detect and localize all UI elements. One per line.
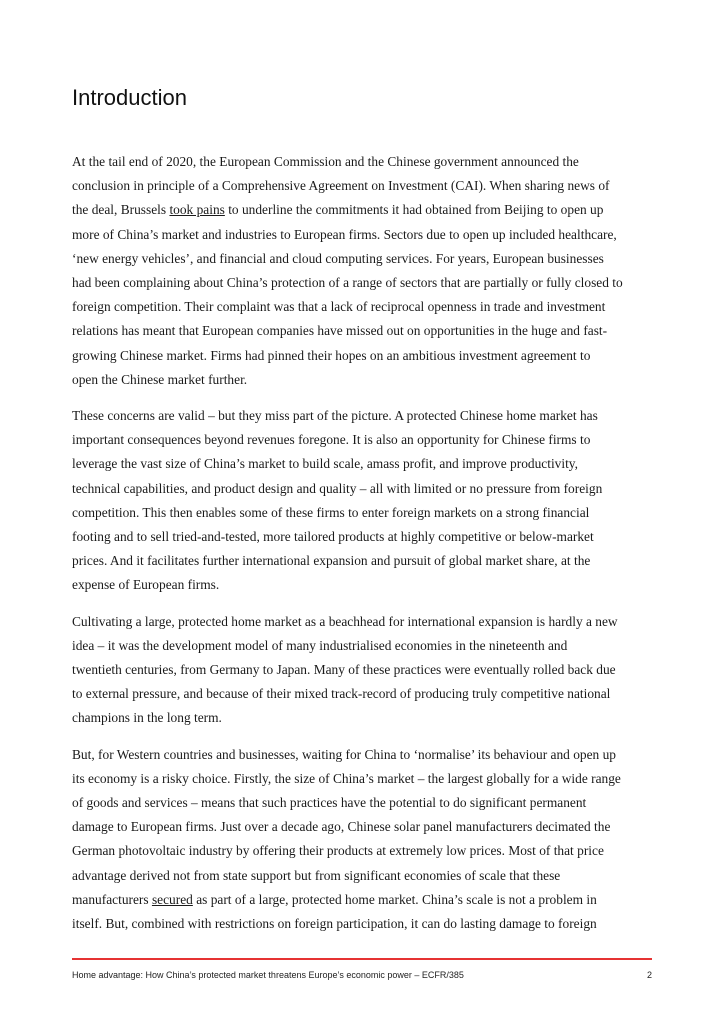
text-line: But, for Western countries and businesses, waiting for China to ‘normalise’ its behaviour and open up <box>72 746 616 762</box>
text-line: idea – it was the development model of many industrialised economies in the nineteenth and <box>72 637 568 653</box>
text-line: champions in the long term. <box>72 710 222 726</box>
text-line: to external pressure, and because of their mixed track-record of producing truly competitive national <box>72 686 611 702</box>
text-fragment: manufacturers <box>72 891 152 907</box>
text-line: At the tail end of 2020, the European Commission and the Chinese government announced the <box>72 154 579 169</box>
text-line: more of China’s market and industries to European firms. Sectors due to open up included healthcare, <box>72 226 617 242</box>
text-line: leverage the vast size of China’s market to build scale, amass profit, and improve productivity, <box>72 456 578 472</box>
footer-title: Home advantage: How China’s protected market threatens Europe’s economic power – ECFR/385 <box>72 970 464 980</box>
text-fragment: as part of a large, protected home market. China’s scale is not a problem in <box>192 891 597 907</box>
text-fragment: the deal, Brussels <box>72 202 170 218</box>
text-line: conclusion in principle of a Comprehensive Agreement on Investment (CAI). When sharing news of <box>72 178 610 194</box>
text-line: open the Chinese market further. <box>72 371 248 387</box>
body-text <box>72 150 662 948</box>
text-line: advantage derived not from state support but from significant economies of scale that these <box>72 867 561 883</box>
paragraph-1 <box>72 150 662 392</box>
page-number: 2 <box>646 970 652 980</box>
text-line <box>72 198 662 222</box>
page-title: Introduction <box>72 85 187 110</box>
text-line: had been complaining about China’s protection of a range of sectors that are partially or fully closed to <box>72 275 623 291</box>
text-line: twentieth centuries, from Germany to Japan. Many of these practices were eventually rolled back due <box>72 662 616 678</box>
text-line: itself. But, combined with restrictions on foreign participation, it can do lasting damage to foreign <box>72 916 597 932</box>
text-line <box>72 888 662 912</box>
paragraph-3 <box>72 610 662 731</box>
text-line: expense of European firms. <box>72 577 220 593</box>
text-line: important consequences beyond revenues foregone. It is also an opportunity for Chinese firms to <box>72 432 591 448</box>
text-line: German photovoltaic industry by offering their products at extremely low prices. Most of that price <box>72 843 604 859</box>
paragraph-4 <box>72 743 662 937</box>
paragraph-2 <box>72 404 662 598</box>
text-line: its economy is a risky choice. Firstly, the size of China’s market – the largest globally for a wide range <box>72 770 621 786</box>
text-line: growing Chinese market. Firms had pinned their hopes on an ambitious investment agreement to <box>72 347 591 363</box>
text-line: Cultivating a large, protected home market as a beachhead for international expansion is hardly a new <box>72 613 618 629</box>
text-line: foreign competition. Their complaint was that a lack of reciprocal openness in trade and investment <box>72 299 606 315</box>
hyperlink[interactable]: secured <box>151 891 193 907</box>
text-line: damage to European firms. Just over a decade ago, Chinese solar panel manufacturers decimated the <box>72 819 611 835</box>
text-line: ‘new energy vehicles’, and financial and cloud computing services. For years, European businesses <box>72 250 604 266</box>
hyperlink[interactable]: took pains <box>169 202 225 218</box>
text-line: relations has meant that European companies have missed out on opportunities in the huge and fast- <box>72 323 608 339</box>
text-line: footing and to sell tried-and-tested, more tailored products at highly competitive or below-market <box>72 529 594 545</box>
text-line: These concerns are valid – but they miss part of the picture. A protected Chinese home market has <box>72 408 598 424</box>
text-line: technical capabilities, and product design and quality – all with limited or no pressure from foreign <box>72 480 603 496</box>
text-line: of goods and services – means that such practices have the potential to do significant permanent <box>72 795 587 811</box>
text-fragment: to underline the commitments it had obtained from Beijing to open up <box>224 202 604 218</box>
footer-divider <box>72 958 652 960</box>
text-line: competition. This then enables some of these firms to enter foreign markets on a strong financial <box>72 504 590 520</box>
text-line: prices. And it facilitates further international expansion and pursuit of global market share, at the <box>72 553 591 569</box>
